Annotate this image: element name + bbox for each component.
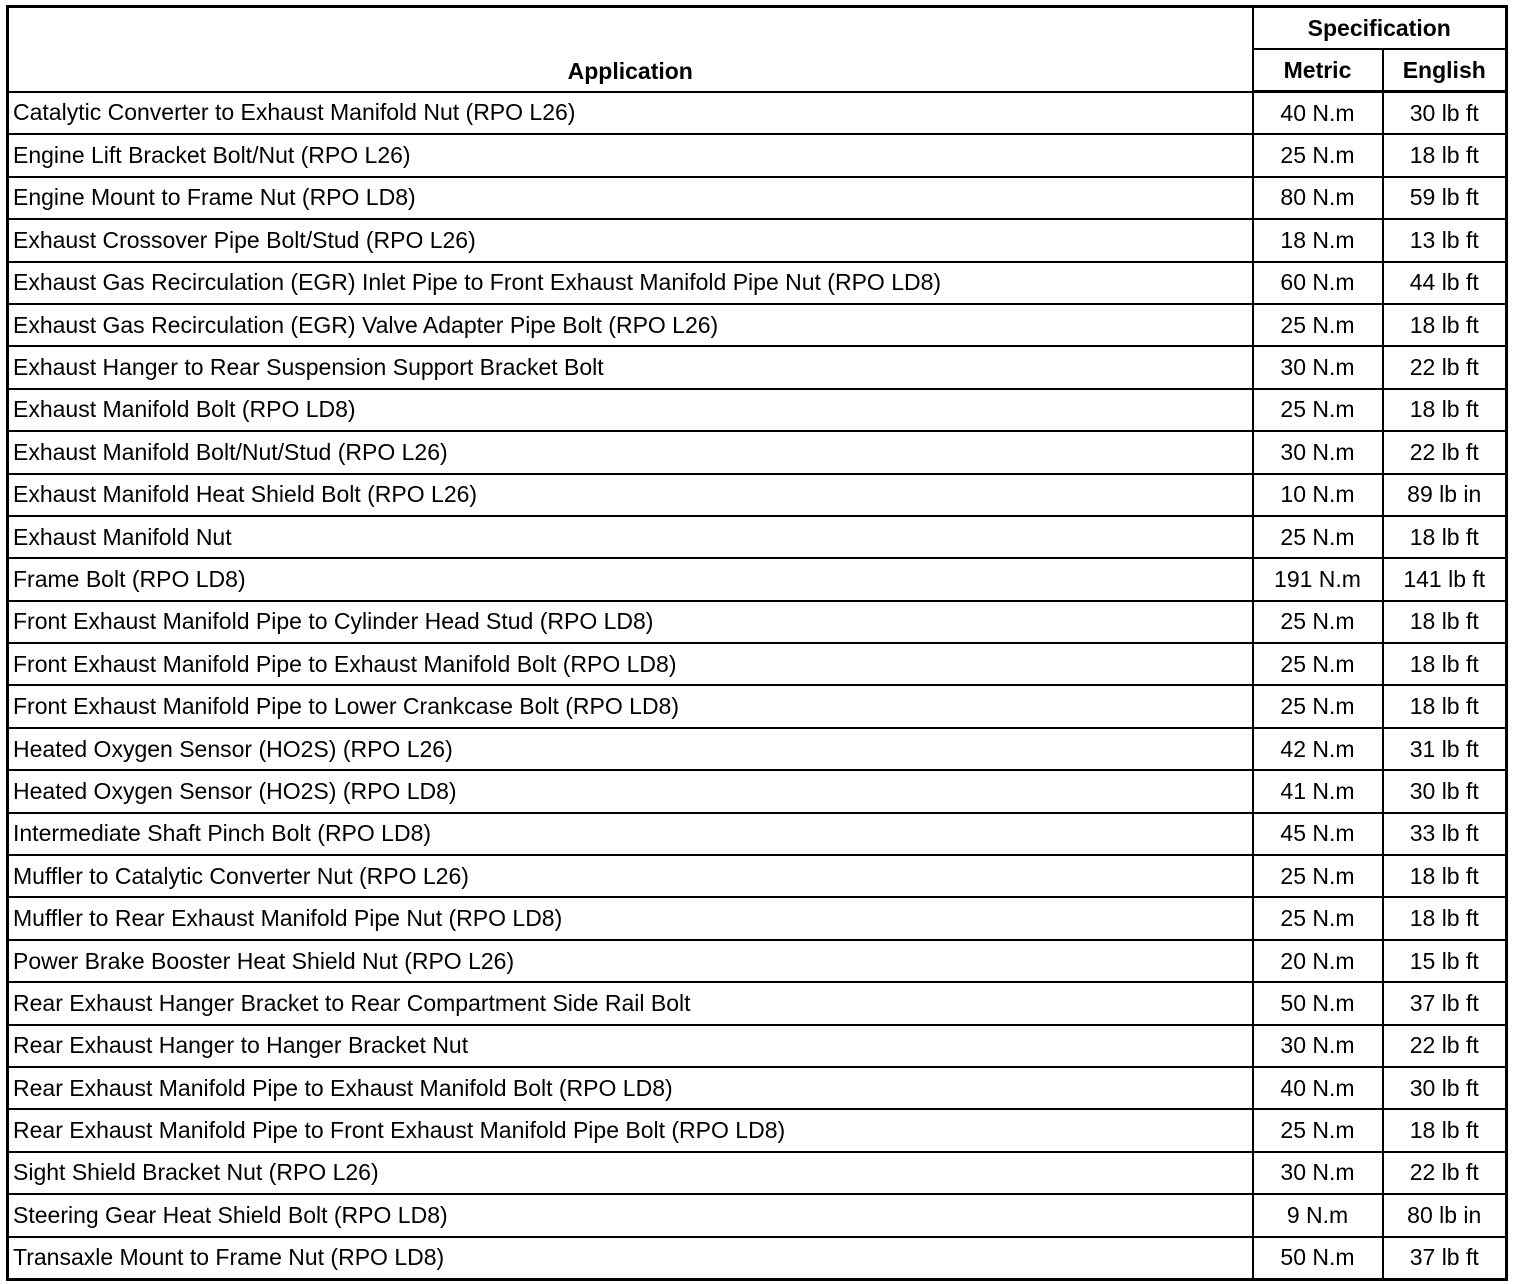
metric-cell: 42 N.m bbox=[1253, 728, 1383, 770]
application-cell: Sight Shield Bracket Nut (RPO L26) bbox=[8, 1152, 1253, 1194]
metric-cell: 40 N.m bbox=[1253, 1067, 1383, 1109]
application-cell: Front Exhaust Manifold Pipe to Exhaust Manifold Bolt (RPO LD8) bbox=[8, 643, 1253, 685]
metric-cell: 25 N.m bbox=[1253, 516, 1383, 558]
application-cell: Engine Lift Bracket Bolt/Nut (RPO L26) bbox=[8, 134, 1253, 176]
table-row bbox=[8, 346, 1507, 388]
metric-cell: 191 N.m bbox=[1253, 558, 1383, 600]
metric-cell: 10 N.m bbox=[1253, 474, 1383, 516]
metric-cell: 25 N.m bbox=[1253, 601, 1383, 643]
metric-cell: 30 N.m bbox=[1253, 1152, 1383, 1194]
metric-cell: 60 N.m bbox=[1253, 262, 1383, 304]
metric-cell: 80 N.m bbox=[1253, 177, 1383, 219]
english-cell: 59 lb ft bbox=[1383, 177, 1507, 219]
english-cell: 80 lb in bbox=[1383, 1194, 1507, 1236]
table-row bbox=[8, 982, 1507, 1024]
application-cell: Exhaust Hanger to Rear Suspension Support Bracket Bolt bbox=[8, 346, 1253, 388]
table-row bbox=[8, 92, 1507, 135]
english-cell: 22 lb ft bbox=[1383, 1152, 1507, 1194]
metric-cell: 50 N.m bbox=[1253, 982, 1383, 1024]
table-body bbox=[8, 92, 1507, 1280]
english-cell: 37 lb ft bbox=[1383, 1237, 1507, 1280]
english-cell: 22 lb ft bbox=[1383, 431, 1507, 473]
application-cell: Exhaust Manifold Nut bbox=[8, 516, 1253, 558]
table-row bbox=[8, 1109, 1507, 1151]
table-row bbox=[8, 728, 1507, 770]
table-row bbox=[8, 304, 1507, 346]
metric-cell: 25 N.m bbox=[1253, 304, 1383, 346]
application-cell: Exhaust Manifold Bolt (RPO LD8) bbox=[8, 389, 1253, 431]
application-cell: Steering Gear Heat Shield Bolt (RPO LD8) bbox=[8, 1194, 1253, 1236]
application-cell: Rear Exhaust Manifold Pipe to Front Exhaust Manifold Pipe Bolt (RPO LD8) bbox=[8, 1109, 1253, 1151]
application-cell: Exhaust Manifold Bolt/Nut/Stud (RPO L26) bbox=[8, 431, 1253, 473]
table-header bbox=[8, 7, 1507, 92]
english-cell: 22 lb ft bbox=[1383, 346, 1507, 388]
english-cell: 18 lb ft bbox=[1383, 389, 1507, 431]
application-cell: Rear Exhaust Hanger Bracket to Rear Compartment Side Rail Bolt bbox=[8, 982, 1253, 1024]
metric-cell: 25 N.m bbox=[1253, 855, 1383, 897]
table-row bbox=[8, 1152, 1507, 1194]
metric-cell: 41 N.m bbox=[1253, 770, 1383, 812]
application-cell: Exhaust Gas Recirculation (EGR) Inlet Pipe to Front Exhaust Manifold Pipe Nut (RPO LD8) bbox=[8, 262, 1253, 304]
metric-cell: 18 N.m bbox=[1253, 219, 1383, 261]
table-row bbox=[8, 1025, 1507, 1067]
table-row bbox=[8, 643, 1507, 685]
english-cell: 37 lb ft bbox=[1383, 982, 1507, 1024]
application-cell: Muffler to Catalytic Converter Nut (RPO L26) bbox=[8, 855, 1253, 897]
metric-cell: 25 N.m bbox=[1253, 389, 1383, 431]
metric-cell: 50 N.m bbox=[1253, 1237, 1383, 1280]
application-cell: Rear Exhaust Manifold Pipe to Exhaust Manifold Bolt (RPO LD8) bbox=[8, 1067, 1253, 1109]
english-cell: 30 lb ft bbox=[1383, 1067, 1507, 1109]
english-cell: 30 lb ft bbox=[1383, 92, 1507, 135]
metric-cell: 9 N.m bbox=[1253, 1194, 1383, 1236]
table-row bbox=[8, 134, 1507, 176]
application-cell: Heated Oxygen Sensor (HO2S) (RPO L26) bbox=[8, 728, 1253, 770]
table-row bbox=[8, 1067, 1507, 1109]
table-row bbox=[8, 601, 1507, 643]
table-row bbox=[8, 855, 1507, 897]
english-cell: 13 lb ft bbox=[1383, 219, 1507, 261]
application-cell: Rear Exhaust Hanger to Hanger Bracket Nut bbox=[8, 1025, 1253, 1067]
spec-table-container bbox=[6, 5, 1508, 1281]
english-cell: 18 lb ft bbox=[1383, 134, 1507, 176]
table-row bbox=[8, 431, 1507, 473]
header-application: Application bbox=[8, 7, 1253, 92]
application-cell: Exhaust Gas Recirculation (EGR) Valve Adapter Pipe Bolt (RPO L26) bbox=[8, 304, 1253, 346]
table-row bbox=[8, 516, 1507, 558]
metric-cell: 20 N.m bbox=[1253, 940, 1383, 982]
application-cell: Engine Mount to Frame Nut (RPO LD8) bbox=[8, 177, 1253, 219]
metric-cell: 40 N.m bbox=[1253, 92, 1383, 135]
header-specification: Specification bbox=[1253, 7, 1507, 50]
metric-cell: 25 N.m bbox=[1253, 1109, 1383, 1151]
english-cell: 18 lb ft bbox=[1383, 304, 1507, 346]
fastener-spec-table bbox=[6, 5, 1508, 1281]
english-cell: 44 lb ft bbox=[1383, 262, 1507, 304]
header-metric: Metric bbox=[1253, 49, 1383, 92]
application-cell: Exhaust Crossover Pipe Bolt/Stud (RPO L26) bbox=[8, 219, 1253, 261]
english-cell: 18 lb ft bbox=[1383, 855, 1507, 897]
table-row bbox=[8, 813, 1507, 855]
table-row bbox=[8, 474, 1507, 516]
application-cell: Heated Oxygen Sensor (HO2S) (RPO LD8) bbox=[8, 770, 1253, 812]
metric-cell: 25 N.m bbox=[1253, 897, 1383, 939]
metric-cell: 25 N.m bbox=[1253, 685, 1383, 727]
metric-cell: 25 N.m bbox=[1253, 643, 1383, 685]
table-row bbox=[8, 389, 1507, 431]
application-cell: Front Exhaust Manifold Pipe to Cylinder Head Stud (RPO LD8) bbox=[8, 601, 1253, 643]
table-row bbox=[8, 770, 1507, 812]
english-cell: 15 lb ft bbox=[1383, 940, 1507, 982]
english-cell: 141 lb ft bbox=[1383, 558, 1507, 600]
application-cell: Power Brake Booster Heat Shield Nut (RPO L26) bbox=[8, 940, 1253, 982]
english-cell: 18 lb ft bbox=[1383, 897, 1507, 939]
application-cell: Muffler to Rear Exhaust Manifold Pipe Nut (RPO LD8) bbox=[8, 897, 1253, 939]
table-row bbox=[8, 558, 1507, 600]
application-cell: Transaxle Mount to Frame Nut (RPO LD8) bbox=[8, 1237, 1253, 1280]
table-row bbox=[8, 219, 1507, 261]
application-cell: Frame Bolt (RPO LD8) bbox=[8, 558, 1253, 600]
english-cell: 18 lb ft bbox=[1383, 1109, 1507, 1151]
english-cell: 89 lb in bbox=[1383, 474, 1507, 516]
metric-cell: 30 N.m bbox=[1253, 431, 1383, 473]
english-cell: 18 lb ft bbox=[1383, 643, 1507, 685]
english-cell: 18 lb ft bbox=[1383, 516, 1507, 558]
metric-cell: 25 N.m bbox=[1253, 134, 1383, 176]
metric-cell: 30 N.m bbox=[1253, 1025, 1383, 1067]
english-cell: 18 lb ft bbox=[1383, 685, 1507, 727]
application-cell: Exhaust Manifold Heat Shield Bolt (RPO L26) bbox=[8, 474, 1253, 516]
application-cell: Intermediate Shaft Pinch Bolt (RPO LD8) bbox=[8, 813, 1253, 855]
table-row bbox=[8, 262, 1507, 304]
table-row bbox=[8, 1237, 1507, 1280]
header-english: English bbox=[1383, 49, 1507, 92]
application-cell: Front Exhaust Manifold Pipe to Lower Crankcase Bolt (RPO LD8) bbox=[8, 685, 1253, 727]
table-row bbox=[8, 1194, 1507, 1236]
metric-cell: 30 N.m bbox=[1253, 346, 1383, 388]
table-row bbox=[8, 685, 1507, 727]
english-cell: 31 lb ft bbox=[1383, 728, 1507, 770]
english-cell: 30 lb ft bbox=[1383, 770, 1507, 812]
table-row bbox=[8, 897, 1507, 939]
application-cell: Catalytic Converter to Exhaust Manifold Nut (RPO L26) bbox=[8, 92, 1253, 135]
english-cell: 33 lb ft bbox=[1383, 813, 1507, 855]
table-row bbox=[8, 940, 1507, 982]
metric-cell: 45 N.m bbox=[1253, 813, 1383, 855]
table-row bbox=[8, 177, 1507, 219]
english-cell: 18 lb ft bbox=[1383, 601, 1507, 643]
english-cell: 22 lb ft bbox=[1383, 1025, 1507, 1067]
